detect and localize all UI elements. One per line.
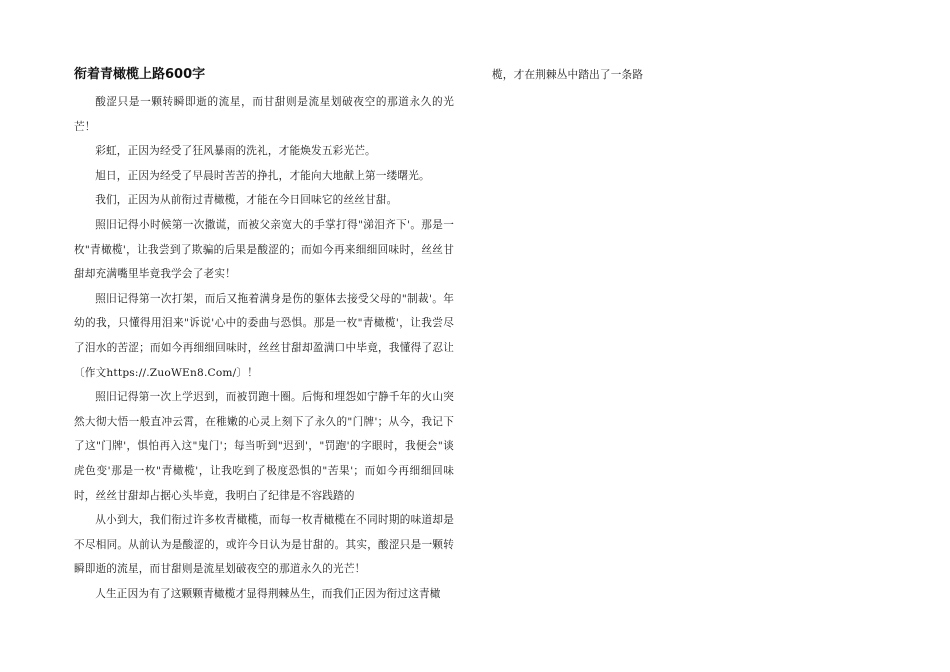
paragraph-2: 彩虹，正因为经受了狂风暴雨的洗礼，才能焕发五彩光芒。 — [95, 145, 376, 158]
paragraph-9-continuation: 榄，才在荆棘丛中踏出了一条路 — [492, 69, 644, 81]
paragraph-4: 我们，正因为从前衔过青橄榄，才能在今日回味它的丝丝甘甜。 — [95, 194, 398, 207]
paragraph-7: 照旧记得第一次上学迟到，而被罚跑十圈。后悔和埋怨如宁静千年的火山突然大彻大悟一般直冲云霄，在稚嫩的心灵上刻下了永久的"门牌'；从今，我记下了这"门牌'，惧怕再入这"鬼门'；每当听到"迟到'，"罚跑'的字眼时，我便会"谈虎色变'那是一枚"青橄榄'，让我吃到了极度恐惧的"苦果'；而如今再细细回味时，丝丝甘甜却占据心头毕竟，我明白了纪律是不容践踏的 — [74, 391, 454, 502]
paragraph-1: 酸涩只是一颗转瞬即逝的流星，而甘甜则是流星划破夜空的那道永久的光芒！ — [74, 96, 454, 133]
paragraph-9: 人生正因为有了这颗颗青橄榄才显得荆棘丛生，而我们正因为衔过这青橄 — [95, 587, 441, 600]
left-column — [74, 66, 454, 606]
paragraph-3: 旭日，正因为经受了早晨时苦苦的挣扎，才能向大地献上第一缕曙光。 — [95, 169, 430, 182]
essay-title: 衔着青橄榄上路600字 — [74, 67, 206, 82]
paragraph-5: 照旧记得小时候第一次撒谎，而被父亲宽大的手掌打得"涕泪齐下'。那是一枚"青橄榄'，让我尝到了欺骗的后果是酸涩的；而如今再来细细回味时，丝丝甘甜却充满嘴里毕竟我学会了老实！ — [74, 218, 454, 281]
paragraph-6: 照旧记得第一次打架，而后又拖着满身是伤的躯体去接受父母的"制裁'。年幼的我，只懂得用泪来"诉说'心中的委曲与恐惧。那是一枚"青橄榄'，让我尝尽了泪水的苦涩；而如今再细细回味时，丝丝甘甜却盈满口中毕竟，我懂得了忍让〔作文https://.ZuoWEn8.Com/〕！ — [74, 292, 454, 379]
paragraph-8: 从小到大，我们衔过许多枚青橄榄，而每一枚青橄榄在不同时期的味道却是不尽相同。从前认为是酸涩的，或许今日认为是甘甜的。其实，酸涩只是一颗转瞬即逝的流星，而甘甜则是流星划破夜空的那道永久的光芒！ — [74, 514, 454, 576]
right-column — [492, 66, 872, 84]
